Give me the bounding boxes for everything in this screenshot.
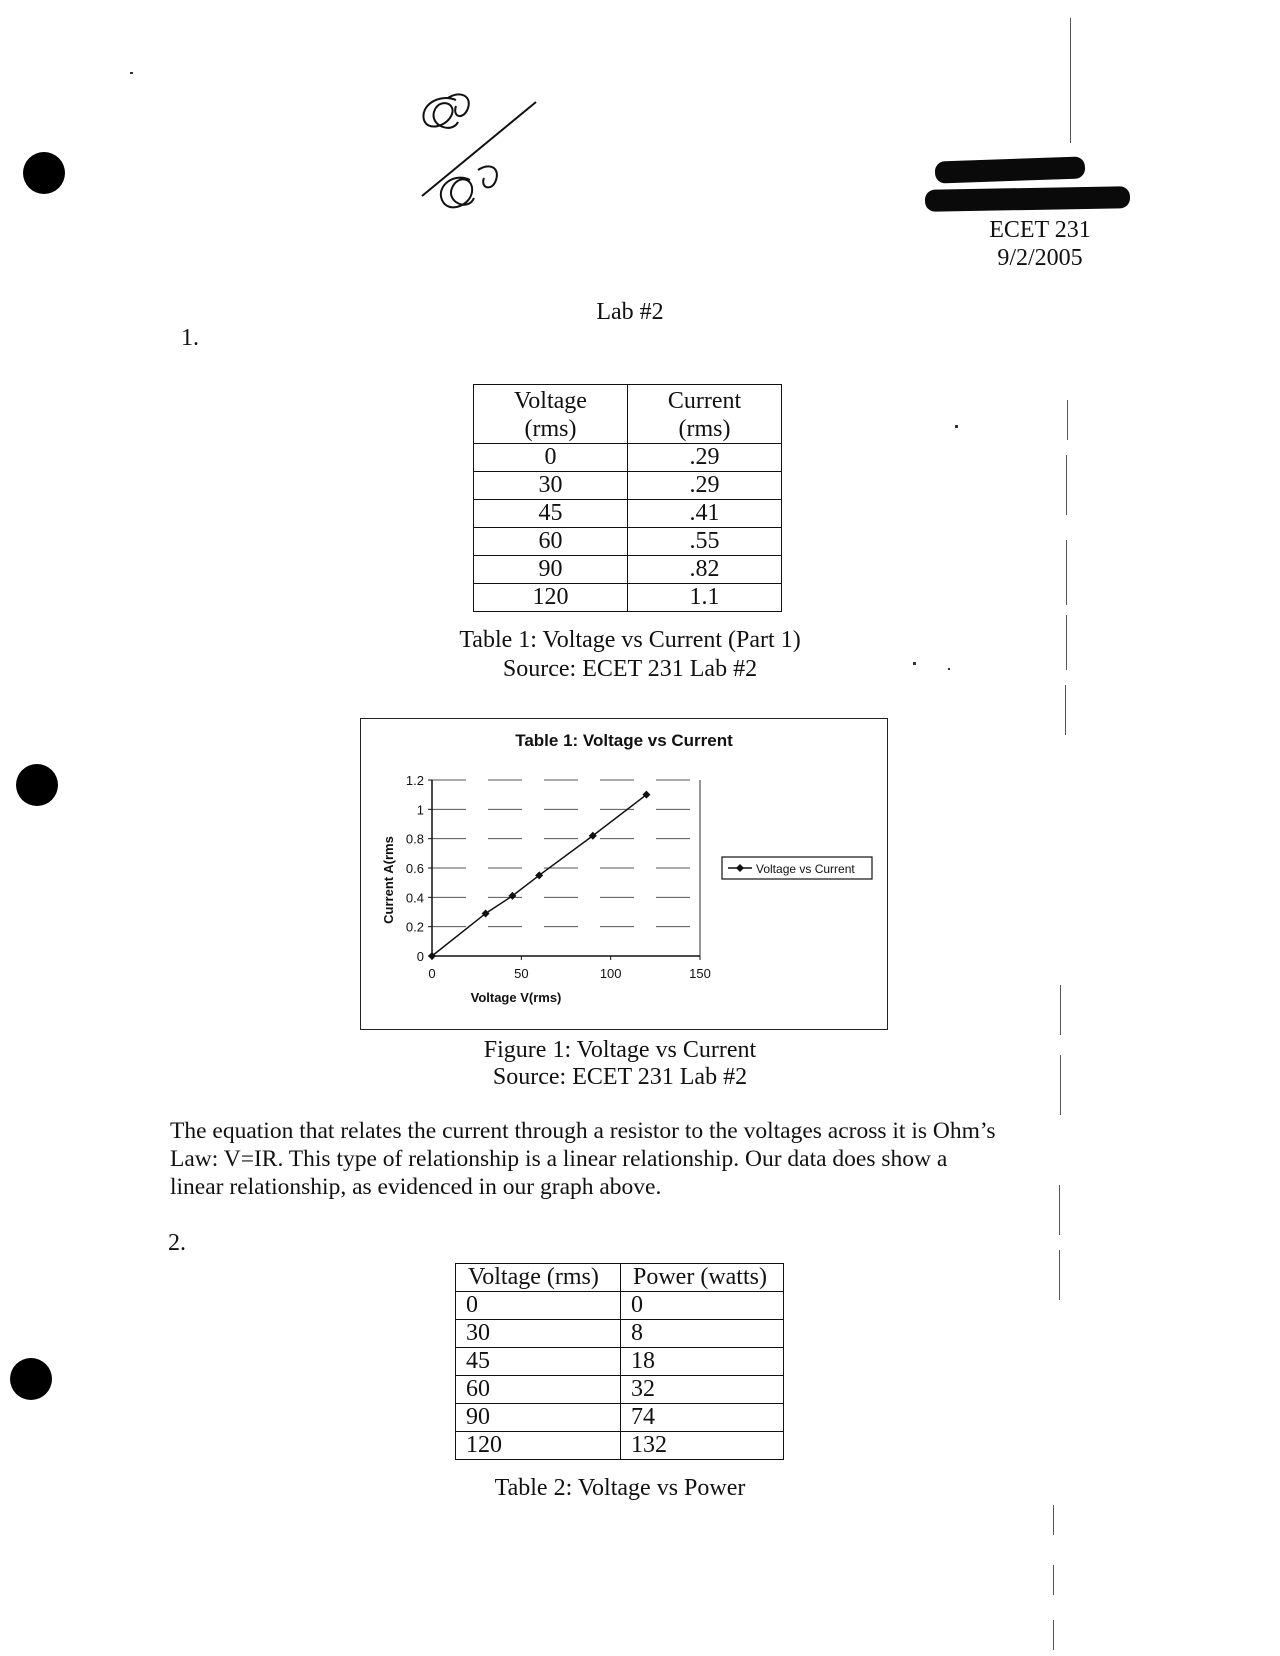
chart-y-tick-label: 1 — [416, 802, 424, 818]
table-header-cell: Voltage (rms) — [474, 385, 628, 444]
table-header-cell: Power (watts) — [621, 1264, 784, 1292]
table-cell: 8 — [621, 1320, 784, 1348]
section-number-2: 2. — [168, 1230, 186, 1256]
table-cell: 30 — [474, 472, 628, 500]
margin-line — [1053, 1505, 1054, 1535]
chart-title: Table 1: Voltage vs Current — [515, 731, 733, 750]
table-row — [474, 556, 782, 584]
paragraph-line: The equation that relates the current through a resistor to the voltages across it is Ohm’s — [170, 1118, 996, 1144]
table-row — [474, 528, 782, 556]
paragraph-line: linear relationship, as evidenced in our graph above. — [170, 1174, 662, 1200]
scan-speck — [948, 668, 950, 670]
table-cell: .82 — [628, 556, 782, 584]
table-header-cell: Voltage (rms) — [456, 1264, 621, 1292]
punch-hole-top — [23, 152, 65, 194]
chart-y-tick-label: 0.8 — [405, 831, 424, 847]
chart-y-axis-label: Current A(rms — [381, 836, 396, 924]
chart-y-tick-label: 0 — [416, 949, 424, 964]
chart-y-tick-label: 0.2 — [405, 919, 424, 935]
margin-line — [1053, 1565, 1054, 1595]
redacted-name-line-1 — [935, 156, 1086, 183]
handwritten-grade — [408, 88, 543, 228]
table-row — [456, 1376, 784, 1404]
table-cell: 60 — [474, 528, 628, 556]
table-row — [456, 1320, 784, 1348]
table1-caption: Table 1: Voltage vs Current (Part 1) — [459, 627, 801, 653]
table-cell: 30 — [456, 1320, 621, 1348]
table-voltage-current — [473, 384, 782, 612]
table-header-cell: Current (rms) — [628, 385, 782, 444]
punch-hole-middle — [16, 764, 58, 806]
table-row — [474, 584, 782, 612]
table-cell: 0 — [621, 1292, 784, 1320]
margin-line — [1066, 455, 1067, 515]
chart-x-tick-label: 100 — [599, 966, 622, 981]
margin-line — [1059, 1185, 1060, 1235]
chart-y-tick-label: 1.2 — [405, 773, 424, 788]
margin-line — [1070, 18, 1071, 143]
margin-line — [1067, 400, 1068, 440]
chart-x-tick-label: 50 — [514, 966, 529, 981]
table2-caption: Table 2: Voltage vs Power — [494, 1475, 746, 1501]
table-voltage-power — [455, 1263, 784, 1460]
table-cell: 120 — [474, 584, 628, 612]
page-title: Lab #2 — [596, 299, 664, 325]
table-cell: .29 — [628, 444, 782, 472]
punch-hole-bottom — [10, 1358, 52, 1400]
table-cell: 132 — [621, 1432, 784, 1460]
table-cell: 45 — [474, 500, 628, 528]
chart-y-tick-label: 0.6 — [405, 861, 424, 876]
margin-line — [1066, 540, 1067, 605]
course-label: ECET 231 — [989, 217, 1091, 243]
table-cell: .55 — [628, 528, 782, 556]
margin-line — [1059, 1250, 1060, 1300]
table-row — [474, 444, 782, 472]
scan-speck — [130, 72, 133, 74]
figure1-caption: Figure 1: Voltage vs Current — [483, 1037, 757, 1063]
table-row — [456, 1432, 784, 1460]
chart-y-tick-label: 0.4 — [405, 890, 424, 906]
table-cell: .29 — [628, 472, 782, 500]
table-cell: 120 — [456, 1432, 621, 1460]
table-cell: 0 — [474, 444, 628, 472]
table-row — [474, 472, 782, 500]
table-row — [456, 1404, 784, 1432]
table-cell: .41 — [628, 500, 782, 528]
voltage-current-chart — [360, 718, 888, 1030]
table-row — [456, 1348, 784, 1376]
table-cell: 74 — [621, 1404, 784, 1432]
margin-line — [1060, 1055, 1061, 1115]
chart-legend-label: Voltage vs Current — [756, 862, 855, 876]
scan-speck — [955, 425, 958, 428]
margin-line — [1060, 985, 1061, 1035]
table-cell: 90 — [474, 556, 628, 584]
date-label: 9/2/2005 — [997, 245, 1083, 271]
redacted-name-line-2 — [925, 186, 1130, 212]
table-header-row — [456, 1264, 784, 1292]
table-cell: 90 — [456, 1404, 621, 1432]
chart-x-tick-label: 150 — [689, 966, 711, 981]
margin-line — [1065, 685, 1066, 735]
margin-line — [1066, 615, 1067, 670]
scan-speck — [913, 662, 916, 665]
table-cell: 45 — [456, 1348, 621, 1376]
chart-x-tick-label: 0 — [428, 966, 436, 981]
section-number-1: 1. — [181, 325, 199, 351]
table-cell: 32 — [621, 1376, 784, 1404]
table-cell: 60 — [456, 1376, 621, 1404]
table-row — [456, 1292, 784, 1320]
margin-line — [1053, 1620, 1054, 1650]
chart-x-axis-label: Voltage V(rms) — [470, 990, 562, 1005]
figure1-source: Source: ECET 231 Lab #2 — [492, 1064, 748, 1090]
table-cell: 18 — [621, 1348, 784, 1376]
table-cell: 0 — [456, 1292, 621, 1320]
table1-source: Source: ECET 231 Lab #2 — [502, 656, 758, 682]
paragraph-line: Law: V=IR. This type of relationship is a linear relationship. Our data does show a — [170, 1146, 948, 1172]
table-cell: 1.1 — [628, 584, 782, 612]
table-row — [474, 500, 782, 528]
table-header-row — [474, 385, 782, 444]
